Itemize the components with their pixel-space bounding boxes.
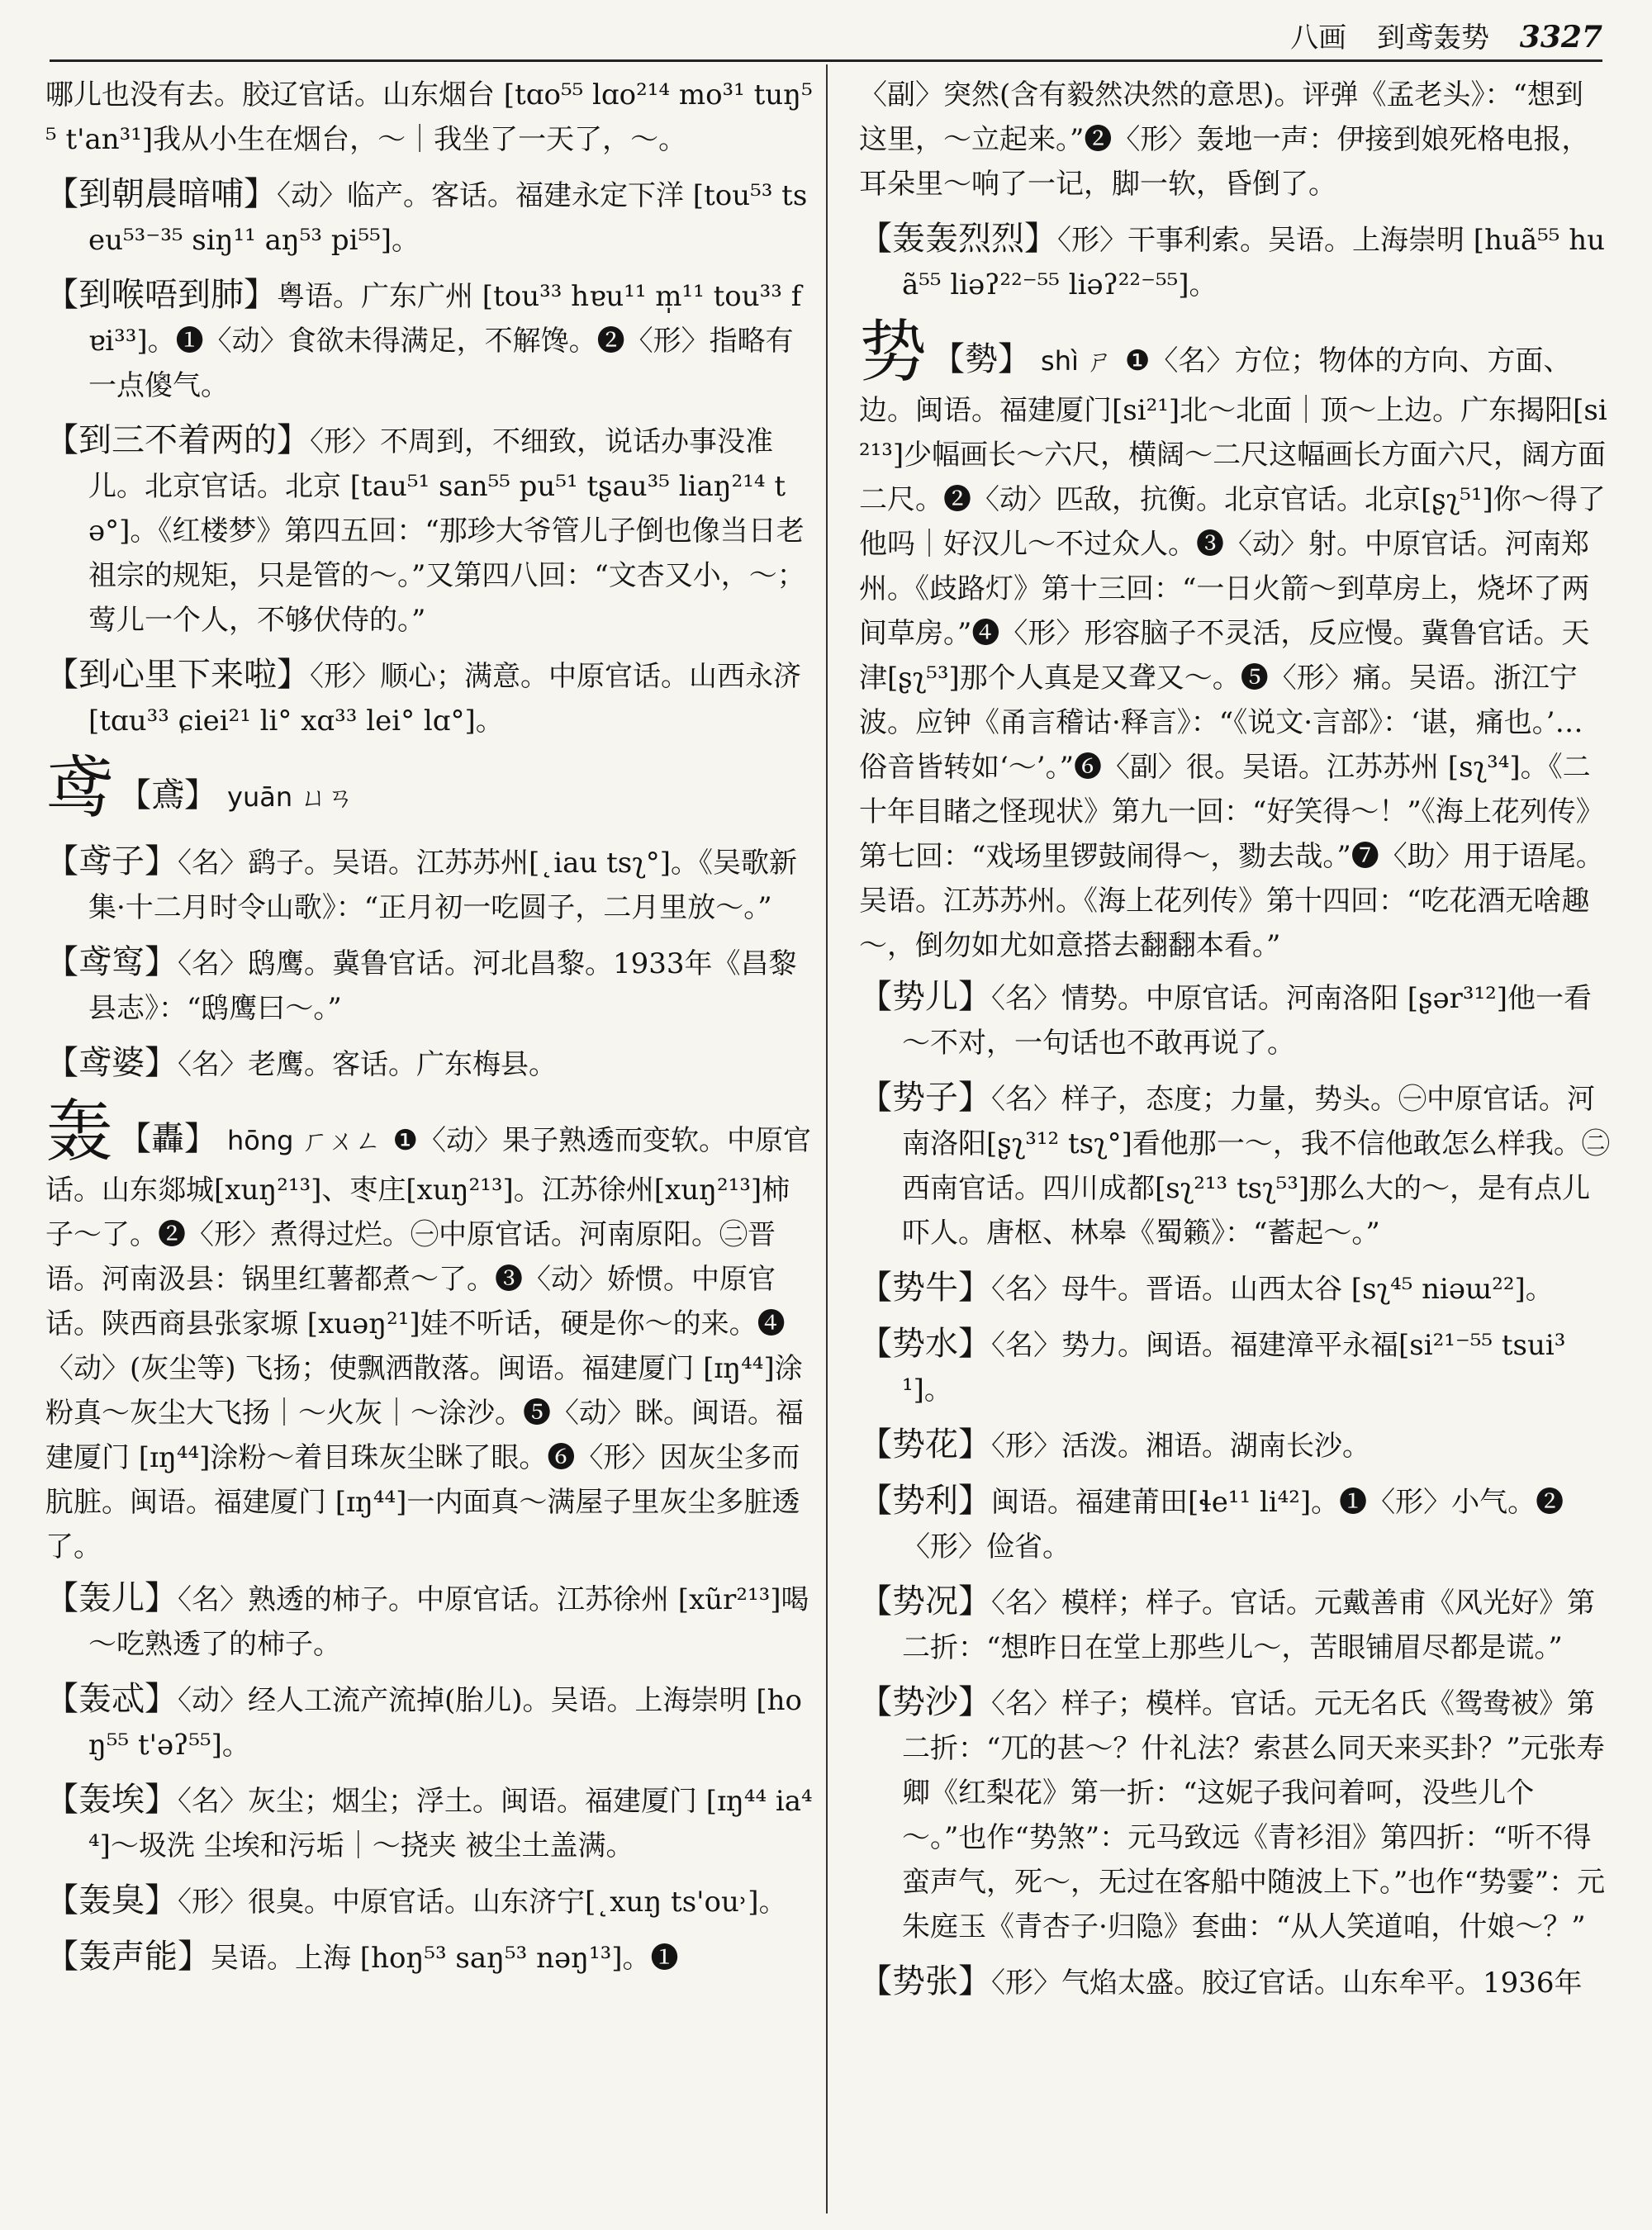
traditional-form: 【轟】 (118, 1120, 218, 1158)
zhuyin: ㄏㄨㄥ (301, 1125, 382, 1156)
header-section: 八画 (1290, 21, 1347, 55)
entry-continuation: 〈副〉突然(含有毅然决然的意思)。评弹《孟老头》：“想到这里，～立起来。”❷〈形〉轰地一声：伊接到娘死格电报，耳朵里～响了一记，脚一软，昏倒了。 (859, 78, 1590, 201)
entry-body: 〈名〉熟透的柿子。中原官话。江苏徐州 [xũr²¹³]喝～吃熟透了的柿子。 (88, 1583, 809, 1661)
entry-body: 〈名〉样子，态度；力量，势头。㊀中原官话。河南洛阳[ʂʅ³¹² tsʅ°]看他那一～，我不信他敢怎么样我。㊁西南官话。四川成都[sʅ²¹³ tsʅ⁵³]那么大的～，是有点儿吓人。唐枢、林皋《蜀籁》：“蓄起～。” (902, 1083, 1610, 1250)
header-headwords: 到鸢轰势 (1376, 21, 1489, 55)
entry-headword: 【到喉唔到肺】 (45, 276, 277, 314)
entry-headword: 【到三不着两的】 (45, 421, 310, 459)
entry-body: 〈名〉势力。闽语。福建漳平永福[si²¹⁻⁵⁵ tsui³¹]。 (902, 1329, 1566, 1407)
entry-headword: 【鸢子】 (45, 842, 178, 880)
entry-headword: 【势沙】 (859, 1683, 991, 1721)
pinyin: shì (1041, 345, 1079, 377)
traditional-form: 【鳶】 (118, 776, 218, 814)
entry-headword: 【势张】 (859, 1962, 991, 2000)
entry-body: 〈名〉老鹰。客话。广东梅县。 (178, 1048, 557, 1081)
entry-headword: 【势子】 (859, 1079, 991, 1117)
dictionary-entry (859, 216, 1611, 307)
entry-body: ❶〈动〉果子熟透而变软。中原官话。山东郯城[xuŋ²¹³]、枣庄[xuŋ²¹³]。江苏徐州[xuŋ²¹³]柿子～了。❷〈形〉煮得过烂。㊀中原官话。河南原阳。㊁晋语。河南汲县：锅里红薯都煮～了。❸〈动〉娇惯。中原官话。陕西商县张家塬 [xuəŋ²¹]娃不听话，硬是你～的来。❹〈动〉(灰尘等) 飞扬；使飘洒散落。闽语。福建厦门 [ɪŋ⁴⁴]涂粉真～灰尘大飞扬｜～火灰｜～涂沙。❺〈动〉眯。闽语。福建厦门 [ɪŋ⁴⁴]涂粉～着目珠灰尘眯了眼。❻〈形〉因灰尘多而肮脏。闽语。福建厦门 [ɪŋ⁴⁴]一内面真～满屋子里灰尘多脏透了。 (45, 1124, 811, 1563)
entry-headword: 【到心里下来啦】 (45, 656, 310, 694)
page-number: 3327 (1519, 20, 1602, 55)
main-character: 势 (859, 313, 928, 391)
pinyin: yuān (227, 781, 293, 813)
entry-headword: 【轰忒】 (45, 1680, 178, 1718)
entry-body: 〈名〉情势。中原官话。河南洛阳 [ʂər³¹²]他一看～不对，一句话也不敢再说了。 (902, 982, 1593, 1060)
dictionary-entry (45, 1041, 814, 1087)
main-character: 鸢 (45, 749, 114, 828)
dictionary-entry (45, 1576, 814, 1667)
dictionary-entry (45, 1677, 814, 1767)
char-heading-yuan (45, 749, 814, 833)
main-character: 轰 (45, 1093, 114, 1171)
entry-body: 〈形〉不周到，不细致，说话办事没准儿。北京官话。北京 [tau⁵¹ san⁵⁵ pu⁵¹ tʂau³⁵ liaŋ²¹⁴ tə°]。《红楼梦》第四五回：“那珍大爷管儿子倒也像当日老祖宗的规矩，只是管的～。”又第四八回：“文杏又小，～；莺儿一个人，不够伏侍的。” (88, 425, 805, 637)
page-header (50, 15, 1602, 64)
entry-headword: 【势花】 (859, 1426, 991, 1464)
entry-headword: 【轰臭】 (45, 1881, 178, 1919)
dictionary-entry (45, 1777, 814, 1868)
entry-headword: 【势利】 (859, 1482, 991, 1520)
dictionary-entry (45, 273, 814, 408)
column-divider (826, 64, 828, 2213)
entry-body: 〈形〉很臭。中原官话。山东济宁[˛xuŋ ts'ou˒]。 (178, 1886, 787, 1919)
left-column (45, 73, 814, 1990)
dictionary-entry (859, 1265, 1611, 1312)
dictionary-entry (859, 1579, 1611, 1670)
entry-body: 〈动〉经人工流产流掉(胎儿)。吴语。上海崇明 [hoŋ⁵⁵ t'əʔ⁵⁵]。 (88, 1684, 802, 1762)
dictionary-entry (859, 1422, 1611, 1468)
entry-continuation: 哪儿也没有去。胶辽官话。山东烟台 [tɑo⁵⁵ lɑo²¹⁴ mo³¹ tuŋ⁵⁵ t'an³¹]我从小生在烟台，～｜我坐了一天了，～。 (45, 78, 813, 156)
entry-body: 吴语。上海 [hoŋ⁵³ saŋ⁵³ nəŋ¹³]。❶ (211, 1942, 679, 1975)
header-right (1269, 15, 1602, 55)
dictionary-entry (45, 1934, 814, 1981)
entry-headword: 【到朝晨暗哺】 (45, 175, 277, 213)
entry-body: 〈名〉母牛。晋语。山西太谷 [sʅ⁴⁵ niəɯ²²]。 (991, 1273, 1554, 1306)
entry-headword: 【势水】 (859, 1325, 991, 1363)
dictionary-entry (859, 975, 1611, 1065)
dictionary-entry (859, 1075, 1611, 1255)
entry-headword: 【势牛】 (859, 1269, 991, 1307)
entry-headword: 【势况】 (859, 1582, 991, 1620)
entry-body: 〈动〉临产。客话。福建永定下洋 [tou⁵³ tseu⁵³⁻³⁵ siŋ¹¹ aŋ⁵³ pi⁵⁵]。 (88, 179, 808, 257)
dictionary-entry (45, 652, 814, 743)
dictionary-entry (45, 172, 814, 263)
dictionary-entry (859, 1959, 1611, 2005)
right-column (859, 73, 1611, 2015)
entry-body: 〈名〉鸱鹰。冀鲁官话。河北昌黎。1933年《昌黎县志》：“鸱鹰曰～。” (88, 947, 797, 1025)
entry-headword: 【轰声能】 (45, 1938, 211, 1976)
zhuyin: ㄕ (1086, 345, 1113, 377)
pinyin: hōng (227, 1125, 294, 1156)
entry-headword: 【鸢窎】 (45, 943, 178, 981)
entry-body: 〈形〉活泼。湘语。湖南长沙。 (991, 1430, 1370, 1463)
dictionary-entry (45, 940, 814, 1031)
entry-body: 〈名〉模样；样子。官话。元戴善甫《风光好》第二折：“想昨日在堂上那些儿～，苦眼铺眉尽都是谎。” (902, 1587, 1595, 1664)
entry-headword: 【势儿】 (859, 978, 991, 1016)
dictionary-entry (859, 1321, 1611, 1412)
entry-body: 〈名〉灰尘；烟尘；浮土。闽语。福建厦门 [ɪŋ⁴⁴ ia⁴⁴]～圾洗 尘埃和污垢｜～挠夹 被尘土盖满。 (88, 1785, 813, 1862)
char-heading-shi (859, 313, 1611, 968)
traditional-form: 【勢】 (932, 340, 1032, 378)
entry-body: 闽语。福建莆田[ɬe¹¹ li⁴²]。❶〈形〉小气。❷〈形〉俭省。 (902, 1486, 1564, 1563)
entry-headword: 【轰儿】 (45, 1579, 178, 1617)
entry-body: 〈名〉样子；模样。官话。元无名氏《鸳鸯被》第二折：“兀的甚～？什礼法？索甚么同天来买卦？”元张寿卿《红梨花》第一折：“这妮子我问着呵，没些儿个～。”也作“势煞”：元马致远《青衫泪》第四折：“听不得蛮声气，死～，无过在客船中随波上下。”也作“势霎”：元朱庭玉《青杏子·归隐》套曲：“从人笑道咱，什娘～？” (902, 1687, 1606, 1943)
entry-headword: 【轰埃】 (45, 1781, 178, 1819)
entry-headword: 【轰轰烈烈】 (859, 220, 1057, 258)
entry-body: 〈形〉气焰太盛。胶辽官话。山东牟平。1936年 (991, 1967, 1583, 2000)
entry-body: 〈名〉鹞子。吴语。江苏苏州[˛iau tsʅ°]。《吴歌新集·十二月时令山歌》：“正月初一吃圆子，二月里放～。” (88, 847, 798, 924)
zhuyin: ㄩㄢ (301, 781, 354, 813)
dictionary-entry (45, 1878, 814, 1924)
char-heading-hong (45, 1093, 814, 1569)
dictionary-entry (859, 1478, 1611, 1569)
dictionary-entry (45, 418, 814, 643)
entry-headword: 【鸢婆】 (45, 1044, 178, 1082)
dictionary-entry (45, 839, 814, 930)
entry-body: 〈形〉顺心；满意。中原官话。山西永济[tɑu³³ ɕiei²¹ li° xɑ³³ lei° lɑ°]。 (88, 660, 801, 738)
entry-body: ❶〈名〉方位；物体的方向、方面、边。闽语。福建厦门[si²¹]北～北面｜顶～上边。广东揭阳[si²¹³]少幅画长～六尺，横阔～二尺这幅画长方面六尺，阔方面二尺。❷〈动〉匹敌，抗衡。北京官话。北京[ʂʅ⁵¹]你～得了他吗｜好汉儿～不过众人。❸〈动〉射。中原官话。河南郑州。《歧路灯》第十三回：“一日火箭～到草房上，烧坏了两间草房。”❹〈形〉形容脑子不灵活，反应慢。冀鲁官话。天津[ʂʅ⁵³]那个人真是又聋又～。❺〈形〉痛。吴语。浙江宁波。应钟《甬言稽诂·释言》：“《说文·言部》：‘谌，痛也。’…俗音皆转如‘～’。”❻〈副〉很。吴语。江苏苏州 [sʅ³⁴]。《二十年目睹之怪现状》第九一回：“好笑得～！”《海上花列传》第七回：“戏场里锣鼓闹得～，勠去哉。”❼〈助〉用于语尾。吴语。江苏苏州。《海上花列传》第十四回：“吃花酒无啥趣～，倒勿如尤如意搭去翻翻本看。” (859, 344, 1607, 962)
entry-body: 粤语。广东广州 [tou³³ hɐu¹¹ m̩¹¹ tou³³ fɐi³³]。❶〈动〉食欲未得满足，不解馋。❷〈形〉指略有一点傻气。 (88, 280, 802, 402)
dictionary-entry (859, 1680, 1611, 1949)
header-rule (50, 59, 1602, 62)
entry-body: 〈形〉干事利索。吴语。上海崇明 [huã⁵⁵ huã⁵⁵ liəʔ²²⁻⁵⁵ liəʔ²²⁻⁵⁵]。 (902, 224, 1605, 301)
